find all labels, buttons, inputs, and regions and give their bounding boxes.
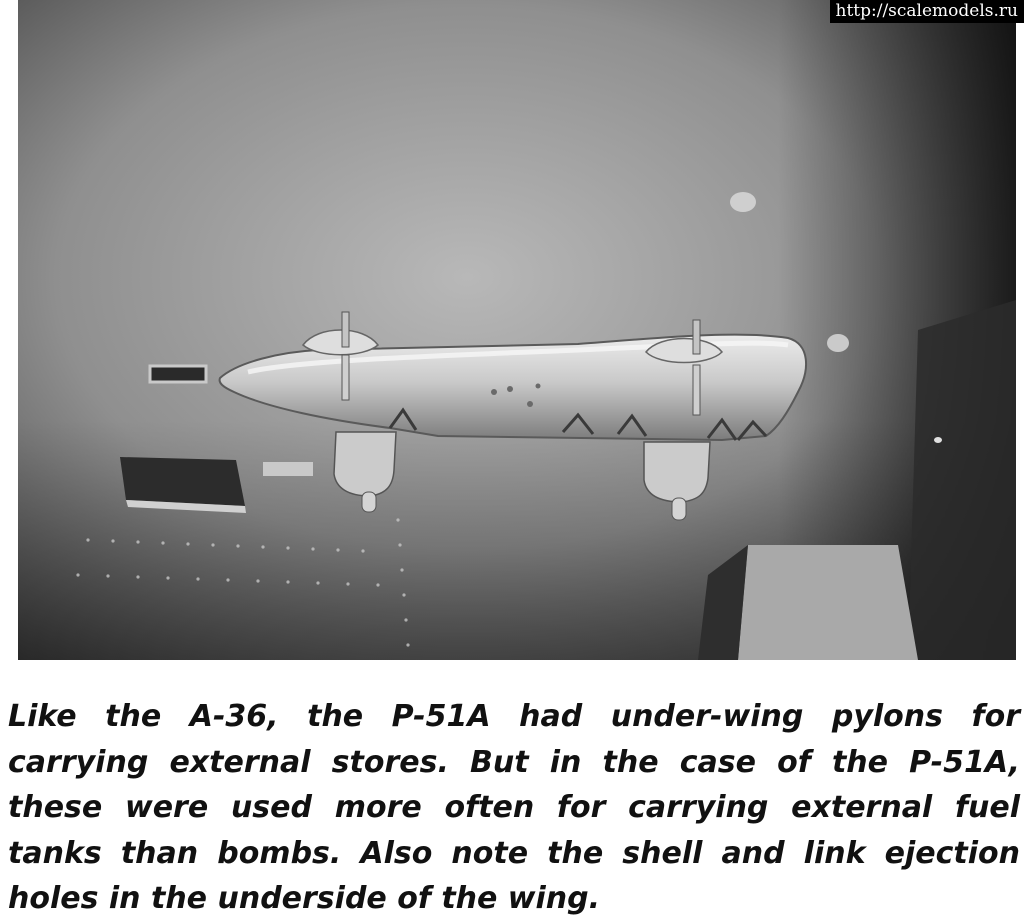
caption-line-1: Like the A-36, the P-51A had under-wing pylons for <box>8 694 1020 740</box>
caption-line-2: carrying external stores. But in the case of the P-51A, <box>8 740 1020 786</box>
caption-line-3: these were used more often for carrying external fuel <box>8 785 1020 831</box>
caption-line-5: holes in the underside of the wing. <box>8 876 1020 922</box>
wing-underside-photo <box>18 0 1016 660</box>
watermark-url: http://scalemodels.ru <box>830 0 1024 23</box>
caption-line-4: tanks than bombs. Also note the shell and link ejection <box>8 831 1020 877</box>
photo-caption <box>8 694 1020 922</box>
